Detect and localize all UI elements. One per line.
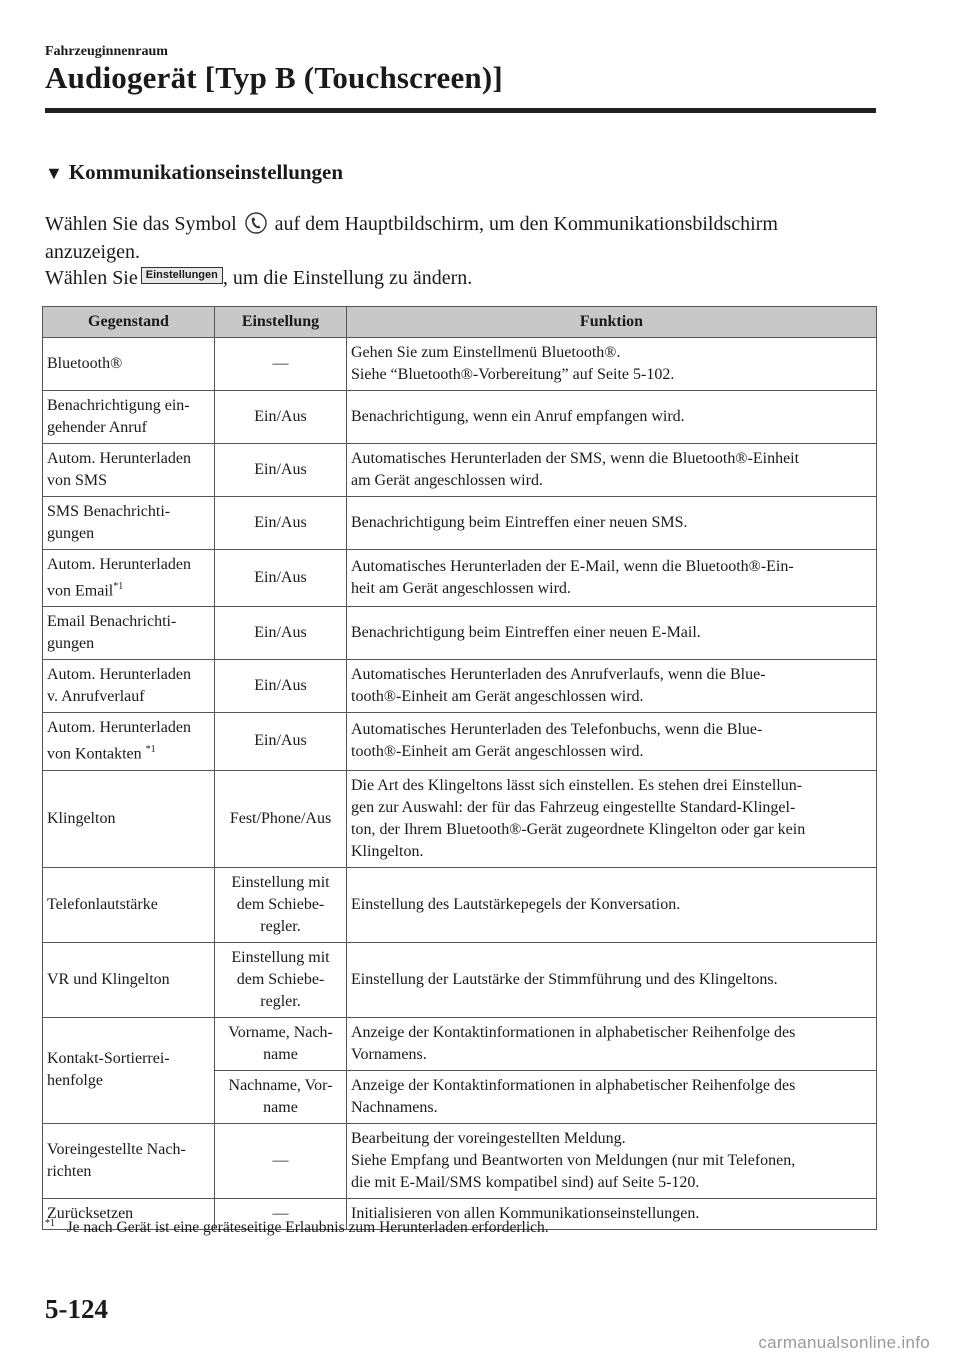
subheading-text: Kommunikationseinstellungen <box>68 160 344 184</box>
section-label: Fahrzeuginnenraum <box>45 44 168 59</box>
intro-line-2: anzuzeigen. <box>45 241 140 263</box>
cell-item: Benachrichtigung ein- gehender Anruf <box>43 391 215 444</box>
table-row <box>43 713 877 770</box>
table-row <box>43 497 877 550</box>
cell-function: Einstellung des Lautstärkepegels der Konversation. <box>347 867 877 942</box>
cell-item: Autom. Herunterladen von SMS <box>43 444 215 497</box>
cell-setting: Nachname, Vor- name <box>215 1070 347 1123</box>
header-item: Gegenstand <box>43 307 215 338</box>
cell-function: Die Art des Klingeltons lässt sich einstellen. Es stehen drei Einstellun- gen zur Auswahl: der für das Fahrzeug eingestellte Standard-Klingel- ton, der Ihrem Bluetooth®-Gerät zugeordnete Klingelton oder gar kein Klingelton. <box>347 770 877 867</box>
cell-function: Initialisieren von allen Kommunikationseinstellungen. <box>347 1198 877 1229</box>
cell-item: Autom. Herunterladen v. Anrufverlauf <box>43 660 215 713</box>
table-row <box>43 338 877 391</box>
table-row <box>43 1017 877 1070</box>
header-setting: Einstellung <box>215 307 347 338</box>
cell-function: Benachrichtigung beim Eintreffen einer neuen E-Mail. <box>347 607 877 660</box>
intro-line-1 <box>45 210 778 242</box>
cell-item: Autom. Herunterladen von Email$^{*1}$ <box>43 550 215 607</box>
cell-item: Voreingestellte Nach- richten <box>43 1123 215 1198</box>
table-header-row <box>43 307 877 338</box>
cell-function: Gehen Sie zum Einstellmenü Bluetooth®. Siehe “Bluetooth®-Vorbereitung” auf Seite 5-102. <box>347 338 877 391</box>
cell-item: Telefonlautstärke <box>43 867 215 942</box>
cell-function: Anzeige der Kontaktinformationen in alphabetischer Reihenfolge des Nachnamens. <box>347 1070 877 1123</box>
triangle-down-icon: ▼ <box>45 163 63 183</box>
cell-setting: — <box>215 1123 347 1198</box>
footnote-text: Je nach Gerät ist eine geräteseitige Erlaubnis zum Herunterladen erforderlich. <box>66 1219 549 1237</box>
table-row <box>43 444 877 497</box>
table-row <box>43 391 877 444</box>
table-row <box>43 1123 877 1198</box>
cell-setting: Ein/Aus <box>215 444 347 497</box>
cell-function: Automatisches Herunterladen der E-Mail, wenn die Bluetooth®-Ein- heit am Gerät angeschlossen wird. <box>347 550 877 607</box>
table-row <box>43 550 877 607</box>
watermark: carmanualsonline.info <box>758 1333 930 1352</box>
table-row <box>43 660 877 713</box>
cell-setting: Fest/Phone/Aus <box>215 770 347 867</box>
table-row <box>43 867 877 942</box>
cell-item: Zurücksetzen <box>43 1198 215 1229</box>
footnote-marker: *1 <box>45 1218 55 1229</box>
table-row <box>43 607 877 660</box>
header-function: Funktion <box>347 307 877 338</box>
title-rule <box>45 108 876 113</box>
cell-setting: Einstellung mit dem Schiebe- regler. <box>215 867 347 942</box>
cell-function: Benachrichtigung beim Eintreffen einer neuen SMS. <box>347 497 877 550</box>
cell-item: Bluetooth® <box>43 338 215 391</box>
cell-function: Bearbeitung der voreingestellten Meldung. Siehe Empfang und Beantworten von Meldungen (nur mit Telefonen, die mit E-Mail/SMS kompatibel sind) auf Seite 5-120. <box>347 1123 877 1198</box>
cell-setting: Ein/Aus <box>215 497 347 550</box>
cell-function: Automatisches Herunterladen des Telefonbuchs, wenn die Blue- tooth®-Einheit am Gerät angeschlossen wird. <box>347 713 877 770</box>
cell-function: Benachrichtigung, wenn ein Anruf empfangen wird. <box>347 391 877 444</box>
table-body <box>43 338 877 1230</box>
cell-function: Automatisches Herunterladen der SMS, wenn die Bluetooth®-Einheit am Gerät angeschlossen wird. <box>347 444 877 497</box>
cell-item: VR und Klingelton <box>43 942 215 1017</box>
table-row <box>43 770 877 867</box>
cell-setting: Vorname, Nach- name <box>215 1017 347 1070</box>
cell-setting: Ein/Aus <box>215 660 347 713</box>
cell-setting: Einstellung mit dem Schiebe- regler. <box>215 942 347 1017</box>
page-number: 5-124 <box>45 1294 108 1324</box>
phone-icon <box>245 212 267 242</box>
page-title: Audiogerät [Typ B (Touchscreen)] <box>45 60 503 95</box>
intro-text: auf dem Hauptbildschirm, um den Kommunikationsbildschirm <box>274 213 778 235</box>
cell-item: Autom. Herunterladen von Kontakten $^{*1}$ <box>43 713 215 770</box>
cell-setting: Ein/Aus <box>215 607 347 660</box>
cell-item: Email Benachrichti- gungen <box>43 607 215 660</box>
einstellungen-button-label: Einstellungen <box>141 267 223 284</box>
cell-item: Kontakt-Sortierrei- henfolge <box>43 1017 215 1123</box>
settings-table <box>42 306 877 1230</box>
cell-setting: Ein/Aus <box>215 550 347 607</box>
cell-function: Automatisches Herunterladen des Anrufverlaufs, wenn die Blue- tooth®-Einheit am Gerät angeschlossen wird. <box>347 660 877 713</box>
footnote <box>45 1218 549 1237</box>
intro-line-3 <box>45 264 472 292</box>
subheading <box>45 160 343 185</box>
table-row <box>43 942 877 1017</box>
cell-setting: Ein/Aus <box>215 391 347 444</box>
cell-setting: Ein/Aus <box>215 713 347 770</box>
cell-item: SMS Benachrichti- gungen <box>43 497 215 550</box>
intro-text: Wählen Sie <box>45 267 138 289</box>
cell-function: Einstellung der Lautstärke der Stimmführung und des Klingeltons. <box>347 942 877 1017</box>
cell-item: Klingelton <box>43 770 215 867</box>
cell-setting: — <box>215 338 347 391</box>
intro-text: Wählen Sie das Symbol <box>45 213 237 235</box>
cell-setting: — <box>215 1198 347 1229</box>
cell-function: Anzeige der Kontaktinformationen in alphabetischer Reihenfolge des Vornamens. <box>347 1017 877 1070</box>
intro-text: , um die Einstellung zu ändern. <box>222 267 473 289</box>
